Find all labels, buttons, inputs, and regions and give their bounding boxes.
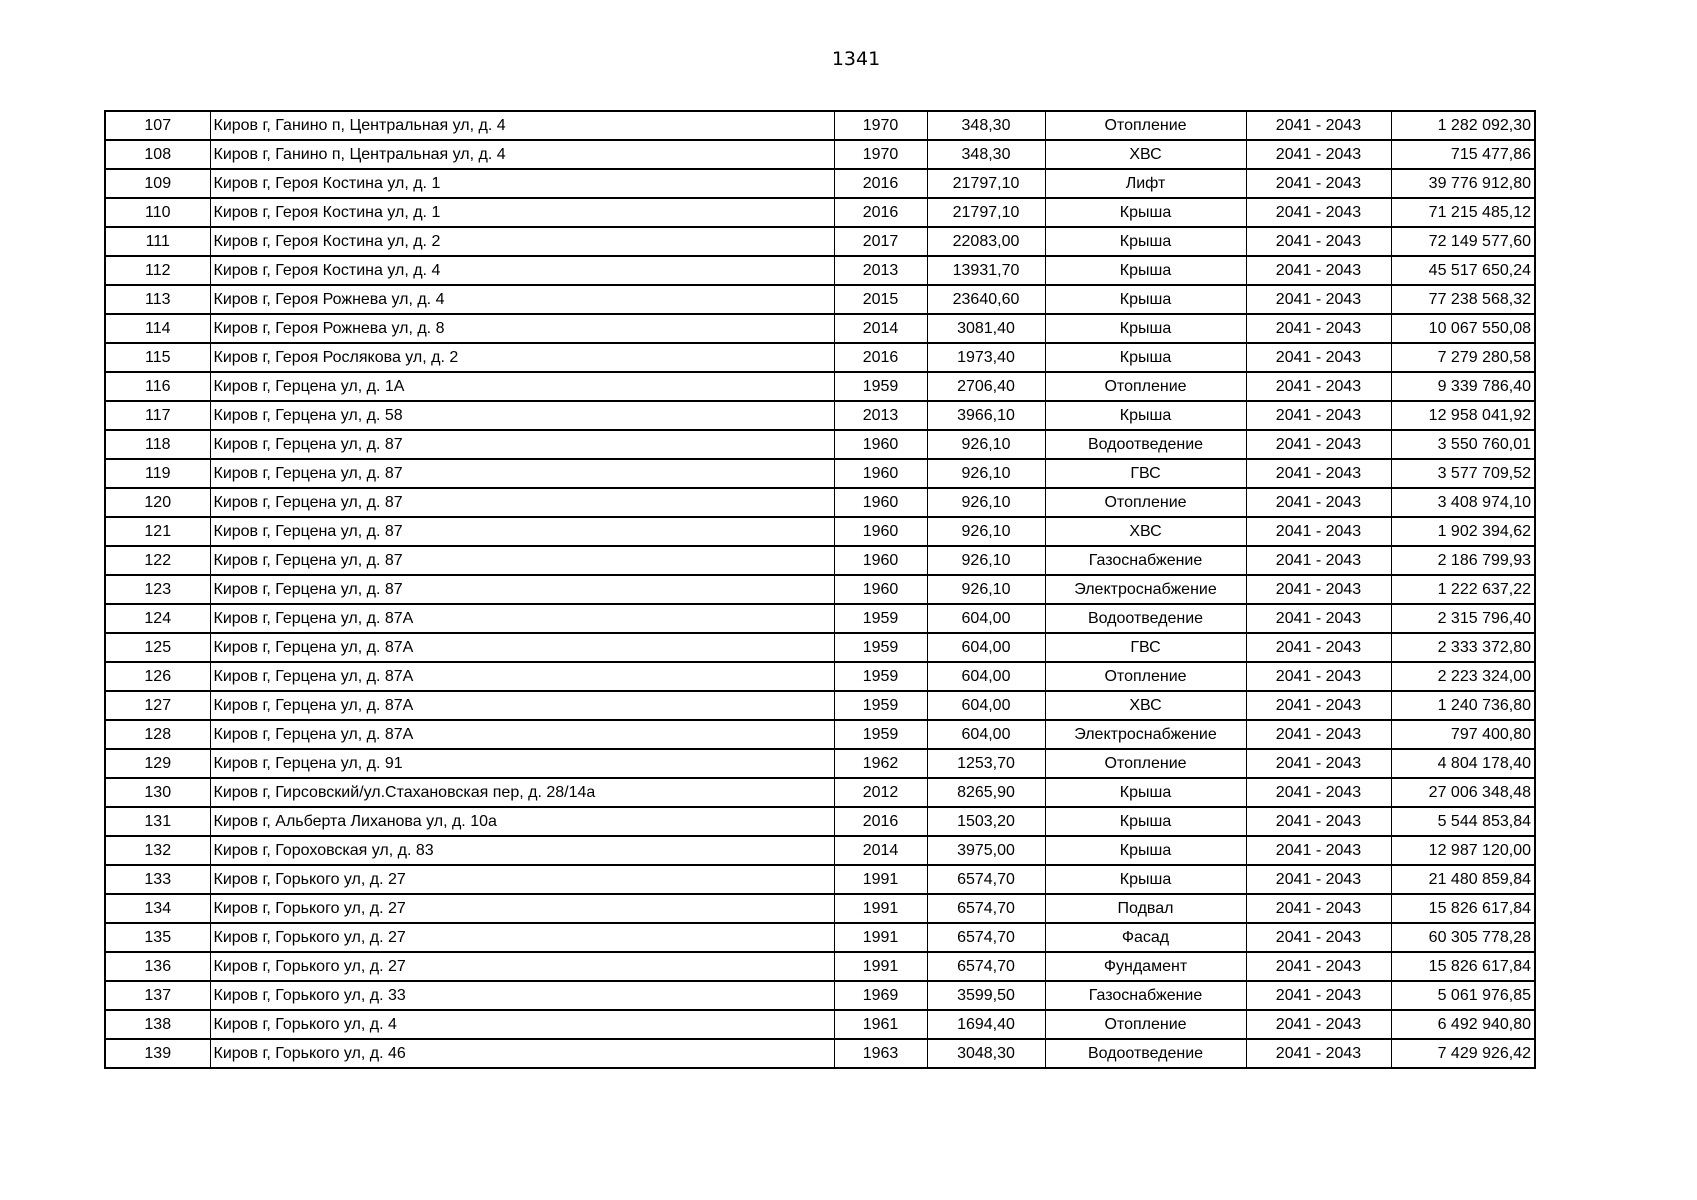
table-row xyxy=(105,517,1535,546)
address-cell: Киров г, Горького ул, д. 27 xyxy=(210,894,834,923)
address-cell: Киров г, Герцена ул, д. 87 xyxy=(210,488,834,517)
row-number-cell: 134 xyxy=(105,894,210,923)
year-built-cell: 2013 xyxy=(834,401,927,430)
work-type-cell: Фасад xyxy=(1045,923,1246,952)
address-cell: Киров г, Героя Рожнева ул, д. 4 xyxy=(210,285,834,314)
address-cell: Киров г, Героя Костина ул, д. 4 xyxy=(210,256,834,285)
period-cell: 2041 - 2043 xyxy=(1246,1039,1391,1068)
period-cell: 2041 - 2043 xyxy=(1246,807,1391,836)
year-built-cell: 2012 xyxy=(834,778,927,807)
year-built-cell: 2016 xyxy=(834,343,927,372)
address-cell: Киров г, Герцена ул, д. 87А xyxy=(210,662,834,691)
area-cell: 1694,40 xyxy=(927,1010,1045,1039)
year-built-cell: 1959 xyxy=(834,633,927,662)
work-type-cell: Отопление xyxy=(1045,372,1246,401)
work-type-cell: Отопление xyxy=(1045,749,1246,778)
area-cell: 3048,30 xyxy=(927,1039,1045,1068)
year-built-cell: 2014 xyxy=(834,314,927,343)
cost-cell: 1 902 394,62 xyxy=(1391,517,1535,546)
cost-cell: 27 006 348,48 xyxy=(1391,778,1535,807)
area-cell: 3975,00 xyxy=(927,836,1045,865)
area-cell: 604,00 xyxy=(927,662,1045,691)
year-built-cell: 1959 xyxy=(834,604,927,633)
work-type-cell: Отопление xyxy=(1045,662,1246,691)
address-cell: Киров г, Ганино п, Центральная ул, д. 4 xyxy=(210,140,834,169)
row-number-cell: 124 xyxy=(105,604,210,633)
period-cell: 2041 - 2043 xyxy=(1246,720,1391,749)
period-cell: 2041 - 2043 xyxy=(1246,633,1391,662)
row-number-cell: 131 xyxy=(105,807,210,836)
cost-cell: 3 550 760,01 xyxy=(1391,430,1535,459)
cost-cell: 797 400,80 xyxy=(1391,720,1535,749)
period-cell: 2041 - 2043 xyxy=(1246,314,1391,343)
year-built-cell: 1970 xyxy=(834,111,927,140)
area-cell: 6574,70 xyxy=(927,923,1045,952)
address-cell: Киров г, Альберта Лиханова ул, д. 10а xyxy=(210,807,834,836)
area-cell: 926,10 xyxy=(927,546,1045,575)
work-type-cell: Фундамент xyxy=(1045,952,1246,981)
row-number-cell: 113 xyxy=(105,285,210,314)
address-cell: Киров г, Герцена ул, д. 87 xyxy=(210,430,834,459)
table-row xyxy=(105,140,1535,169)
address-cell: Киров г, Горького ул, д. 33 xyxy=(210,981,834,1010)
year-built-cell: 1991 xyxy=(834,865,927,894)
period-cell: 2041 - 2043 xyxy=(1246,1010,1391,1039)
area-cell: 1973,40 xyxy=(927,343,1045,372)
work-type-cell: Отопление xyxy=(1045,111,1246,140)
table-row xyxy=(105,401,1535,430)
period-cell: 2041 - 2043 xyxy=(1246,836,1391,865)
work-type-cell: Отопление xyxy=(1045,488,1246,517)
work-type-cell: Водоотведение xyxy=(1045,430,1246,459)
work-type-cell: Газоснабжение xyxy=(1045,981,1246,1010)
row-number-cell: 138 xyxy=(105,1010,210,1039)
year-built-cell: 2013 xyxy=(834,256,927,285)
row-number-cell: 107 xyxy=(105,111,210,140)
work-type-cell: ХВС xyxy=(1045,517,1246,546)
table-row xyxy=(105,720,1535,749)
table-row xyxy=(105,1039,1535,1068)
table-row xyxy=(105,256,1535,285)
cost-cell: 77 238 568,32 xyxy=(1391,285,1535,314)
cost-cell: 12 958 041,92 xyxy=(1391,401,1535,430)
table-body xyxy=(105,111,1535,1068)
year-built-cell: 2017 xyxy=(834,227,927,256)
period-cell: 2041 - 2043 xyxy=(1246,517,1391,546)
address-cell: Киров г, Герцена ул, д. 87А xyxy=(210,604,834,633)
table-row xyxy=(105,604,1535,633)
period-cell: 2041 - 2043 xyxy=(1246,401,1391,430)
area-cell: 6574,70 xyxy=(927,952,1045,981)
area-cell: 6574,70 xyxy=(927,865,1045,894)
address-cell: Киров г, Ганино п, Центральная ул, д. 4 xyxy=(210,111,834,140)
area-cell: 21797,10 xyxy=(927,169,1045,198)
address-cell: Киров г, Героя Костина ул, д. 1 xyxy=(210,198,834,227)
area-cell: 926,10 xyxy=(927,488,1045,517)
address-cell: Киров г, Герцена ул, д. 87 xyxy=(210,459,834,488)
table-row xyxy=(105,546,1535,575)
year-built-cell: 1960 xyxy=(834,546,927,575)
period-cell: 2041 - 2043 xyxy=(1246,865,1391,894)
year-built-cell: 1959 xyxy=(834,662,927,691)
address-cell: Киров г, Герцена ул, д. 87А xyxy=(210,720,834,749)
period-cell: 2041 - 2043 xyxy=(1246,285,1391,314)
cost-cell: 45 517 650,24 xyxy=(1391,256,1535,285)
area-cell: 926,10 xyxy=(927,575,1045,604)
address-cell: Киров г, Гороховская ул, д. 83 xyxy=(210,836,834,865)
work-type-cell: Электроснабжение xyxy=(1045,720,1246,749)
period-cell: 2041 - 2043 xyxy=(1246,459,1391,488)
work-type-cell: Крыша xyxy=(1045,836,1246,865)
period-cell: 2041 - 2043 xyxy=(1246,691,1391,720)
cost-cell: 2 315 796,40 xyxy=(1391,604,1535,633)
year-built-cell: 2015 xyxy=(834,285,927,314)
year-built-cell: 1970 xyxy=(834,140,927,169)
period-cell: 2041 - 2043 xyxy=(1246,256,1391,285)
address-cell: Киров г, Герцена ул, д. 87 xyxy=(210,517,834,546)
period-cell: 2041 - 2043 xyxy=(1246,343,1391,372)
address-cell: Киров г, Героя Костина ул, д. 1 xyxy=(210,169,834,198)
table-row xyxy=(105,807,1535,836)
address-cell: Киров г, Герцена ул, д. 87А xyxy=(210,691,834,720)
cost-cell: 2 186 799,93 xyxy=(1391,546,1535,575)
work-type-cell: Крыша xyxy=(1045,314,1246,343)
period-cell: 2041 - 2043 xyxy=(1246,604,1391,633)
repair-schedule-table xyxy=(104,110,1536,1069)
work-type-cell: ХВС xyxy=(1045,140,1246,169)
work-type-cell: ГВС xyxy=(1045,633,1246,662)
address-cell: Киров г, Герцена ул, д. 87А xyxy=(210,633,834,662)
row-number-cell: 109 xyxy=(105,169,210,198)
cost-cell: 715 477,86 xyxy=(1391,140,1535,169)
cost-cell: 15 826 617,84 xyxy=(1391,952,1535,981)
year-built-cell: 1960 xyxy=(834,430,927,459)
table-row xyxy=(105,343,1535,372)
cost-cell: 2 223 324,00 xyxy=(1391,662,1535,691)
row-number-cell: 111 xyxy=(105,227,210,256)
year-built-cell: 1960 xyxy=(834,459,927,488)
row-number-cell: 135 xyxy=(105,923,210,952)
period-cell: 2041 - 2043 xyxy=(1246,140,1391,169)
work-type-cell: Крыша xyxy=(1045,865,1246,894)
address-cell: Киров г, Героя Рожнева ул, д. 8 xyxy=(210,314,834,343)
year-built-cell: 2016 xyxy=(834,807,927,836)
work-type-cell: Крыша xyxy=(1045,198,1246,227)
row-number-cell: 132 xyxy=(105,836,210,865)
work-type-cell: Лифт xyxy=(1045,169,1246,198)
area-cell: 348,30 xyxy=(927,140,1045,169)
year-built-cell: 1959 xyxy=(834,720,927,749)
table-row xyxy=(105,227,1535,256)
period-cell: 2041 - 2043 xyxy=(1246,981,1391,1010)
period-cell: 2041 - 2043 xyxy=(1246,778,1391,807)
table-row xyxy=(105,111,1535,140)
year-built-cell: 1960 xyxy=(834,517,927,546)
year-built-cell: 1961 xyxy=(834,1010,927,1039)
year-built-cell: 1959 xyxy=(834,372,927,401)
period-cell: 2041 - 2043 xyxy=(1246,372,1391,401)
area-cell: 604,00 xyxy=(927,604,1045,633)
table-row xyxy=(105,662,1535,691)
row-number-cell: 139 xyxy=(105,1039,210,1068)
table-row xyxy=(105,923,1535,952)
row-number-cell: 130 xyxy=(105,778,210,807)
row-number-cell: 126 xyxy=(105,662,210,691)
table-row xyxy=(105,633,1535,662)
work-type-cell: ГВС xyxy=(1045,459,1246,488)
cost-cell: 7 429 926,42 xyxy=(1391,1039,1535,1068)
cost-cell: 21 480 859,84 xyxy=(1391,865,1535,894)
row-number-cell: 125 xyxy=(105,633,210,662)
address-cell: Киров г, Герцена ул, д. 1А xyxy=(210,372,834,401)
period-cell: 2041 - 2043 xyxy=(1246,488,1391,517)
row-number-cell: 118 xyxy=(105,430,210,459)
work-type-cell: Крыша xyxy=(1045,256,1246,285)
area-cell: 13931,70 xyxy=(927,256,1045,285)
cost-cell: 3 408 974,10 xyxy=(1391,488,1535,517)
period-cell: 2041 - 2043 xyxy=(1246,546,1391,575)
cost-cell: 6 492 940,80 xyxy=(1391,1010,1535,1039)
year-built-cell: 1959 xyxy=(834,691,927,720)
row-number-cell: 136 xyxy=(105,952,210,981)
table-row xyxy=(105,459,1535,488)
address-cell: Киров г, Герцена ул, д. 91 xyxy=(210,749,834,778)
period-cell: 2041 - 2043 xyxy=(1246,198,1391,227)
area-cell: 604,00 xyxy=(927,691,1045,720)
year-built-cell: 1963 xyxy=(834,1039,927,1068)
period-cell: 2041 - 2043 xyxy=(1246,111,1391,140)
year-built-cell: 1960 xyxy=(834,488,927,517)
work-type-cell: Крыша xyxy=(1045,401,1246,430)
work-type-cell: Крыша xyxy=(1045,778,1246,807)
row-number-cell: 114 xyxy=(105,314,210,343)
area-cell: 22083,00 xyxy=(927,227,1045,256)
period-cell: 2041 - 2043 xyxy=(1246,169,1391,198)
area-cell: 926,10 xyxy=(927,517,1045,546)
period-cell: 2041 - 2043 xyxy=(1246,575,1391,604)
area-cell: 23640,60 xyxy=(927,285,1045,314)
address-cell: Киров г, Гирсовский/ул.Стахановская пер, д. 28/14а xyxy=(210,778,834,807)
period-cell: 2041 - 2043 xyxy=(1246,749,1391,778)
area-cell: 2706,40 xyxy=(927,372,1045,401)
row-number-cell: 116 xyxy=(105,372,210,401)
area-cell: 1253,70 xyxy=(927,749,1045,778)
work-type-cell: Крыша xyxy=(1045,343,1246,372)
table-row xyxy=(105,198,1535,227)
row-number-cell: 110 xyxy=(105,198,210,227)
page-number: 1341 xyxy=(831,48,881,70)
work-type-cell: Водоотведение xyxy=(1045,604,1246,633)
row-number-cell: 120 xyxy=(105,488,210,517)
row-number-cell: 115 xyxy=(105,343,210,372)
area-cell: 3966,10 xyxy=(927,401,1045,430)
cost-cell: 1 240 736,80 xyxy=(1391,691,1535,720)
period-cell: 2041 - 2043 xyxy=(1246,227,1391,256)
year-built-cell: 1969 xyxy=(834,981,927,1010)
year-built-cell: 1991 xyxy=(834,952,927,981)
address-cell: Киров г, Горького ул, д. 27 xyxy=(210,952,834,981)
work-type-cell: Крыша xyxy=(1045,807,1246,836)
cost-cell: 39 776 912,80 xyxy=(1391,169,1535,198)
period-cell: 2041 - 2043 xyxy=(1246,430,1391,459)
year-built-cell: 1960 xyxy=(834,575,927,604)
address-cell: Киров г, Герцена ул, д. 87 xyxy=(210,575,834,604)
address-cell: Киров г, Герцена ул, д. 58 xyxy=(210,401,834,430)
work-type-cell: Крыша xyxy=(1045,285,1246,314)
period-cell: 2041 - 2043 xyxy=(1246,662,1391,691)
cost-cell: 9 339 786,40 xyxy=(1391,372,1535,401)
row-number-cell: 133 xyxy=(105,865,210,894)
table-row xyxy=(105,575,1535,604)
cost-cell: 7 279 280,58 xyxy=(1391,343,1535,372)
row-number-cell: 117 xyxy=(105,401,210,430)
cost-cell: 5 061 976,85 xyxy=(1391,981,1535,1010)
area-cell: 604,00 xyxy=(927,720,1045,749)
row-number-cell: 127 xyxy=(105,691,210,720)
address-cell: Киров г, Горького ул, д. 4 xyxy=(210,1010,834,1039)
period-cell: 2041 - 2043 xyxy=(1246,894,1391,923)
cost-cell: 15 826 617,84 xyxy=(1391,894,1535,923)
address-cell: Киров г, Героя Рослякова ул, д. 2 xyxy=(210,343,834,372)
work-type-cell: ХВС xyxy=(1045,691,1246,720)
cost-cell: 5 544 853,84 xyxy=(1391,807,1535,836)
year-built-cell: 1991 xyxy=(834,894,927,923)
table-row xyxy=(105,430,1535,459)
table-row xyxy=(105,691,1535,720)
year-built-cell: 1962 xyxy=(834,749,927,778)
table-row xyxy=(105,865,1535,894)
work-type-cell: Газоснабжение xyxy=(1045,546,1246,575)
area-cell: 1503,20 xyxy=(927,807,1045,836)
period-cell: 2041 - 2043 xyxy=(1246,952,1391,981)
cost-cell: 71 215 485,12 xyxy=(1391,198,1535,227)
table-row xyxy=(105,952,1535,981)
row-number-cell: 121 xyxy=(105,517,210,546)
year-built-cell: 2016 xyxy=(834,198,927,227)
area-cell: 926,10 xyxy=(927,459,1045,488)
address-cell: Киров г, Героя Костина ул, д. 2 xyxy=(210,227,834,256)
work-type-cell: Отопление xyxy=(1045,1010,1246,1039)
table-row xyxy=(105,778,1535,807)
cost-cell: 1 282 092,30 xyxy=(1391,111,1535,140)
cost-cell: 1 222 637,22 xyxy=(1391,575,1535,604)
table-row xyxy=(105,169,1535,198)
cost-cell: 10 067 550,08 xyxy=(1391,314,1535,343)
table-row xyxy=(105,749,1535,778)
address-cell: Киров г, Горького ул, д. 46 xyxy=(210,1039,834,1068)
work-type-cell: Электроснабжение xyxy=(1045,575,1246,604)
year-built-cell: 2016 xyxy=(834,169,927,198)
work-type-cell: Водоотведение xyxy=(1045,1039,1246,1068)
table-row xyxy=(105,894,1535,923)
address-cell: Киров г, Горького ул, д. 27 xyxy=(210,865,834,894)
cost-cell: 2 333 372,80 xyxy=(1391,633,1535,662)
area-cell: 604,00 xyxy=(927,633,1045,662)
table-row xyxy=(105,981,1535,1010)
period-cell: 2041 - 2043 xyxy=(1246,923,1391,952)
row-number-cell: 119 xyxy=(105,459,210,488)
table-row xyxy=(105,314,1535,343)
row-number-cell: 137 xyxy=(105,981,210,1010)
area-cell: 3599,50 xyxy=(927,981,1045,1010)
table-row xyxy=(105,372,1535,401)
row-number-cell: 108 xyxy=(105,140,210,169)
row-number-cell: 123 xyxy=(105,575,210,604)
table-row xyxy=(105,836,1535,865)
table-row xyxy=(105,488,1535,517)
row-number-cell: 122 xyxy=(105,546,210,575)
cost-cell: 60 305 778,28 xyxy=(1391,923,1535,952)
address-cell: Киров г, Герцена ул, д. 87 xyxy=(210,546,834,575)
cost-cell: 3 577 709,52 xyxy=(1391,459,1535,488)
row-number-cell: 129 xyxy=(105,749,210,778)
table-row xyxy=(105,285,1535,314)
address-cell: Киров г, Горького ул, д. 27 xyxy=(210,923,834,952)
area-cell: 21797,10 xyxy=(927,198,1045,227)
cost-cell: 72 149 577,60 xyxy=(1391,227,1535,256)
work-type-cell: Подвал xyxy=(1045,894,1246,923)
row-number-cell: 128 xyxy=(105,720,210,749)
area-cell: 926,10 xyxy=(927,430,1045,459)
area-cell: 6574,70 xyxy=(927,894,1045,923)
year-built-cell: 1991 xyxy=(834,923,927,952)
work-type-cell: Крыша xyxy=(1045,227,1246,256)
area-cell: 348,30 xyxy=(927,111,1045,140)
cost-cell: 4 804 178,40 xyxy=(1391,749,1535,778)
year-built-cell: 2014 xyxy=(834,836,927,865)
table-row xyxy=(105,1010,1535,1039)
cost-cell: 12 987 120,00 xyxy=(1391,836,1535,865)
row-number-cell: 112 xyxy=(105,256,210,285)
area-cell: 3081,40 xyxy=(927,314,1045,343)
area-cell: 8265,90 xyxy=(927,778,1045,807)
